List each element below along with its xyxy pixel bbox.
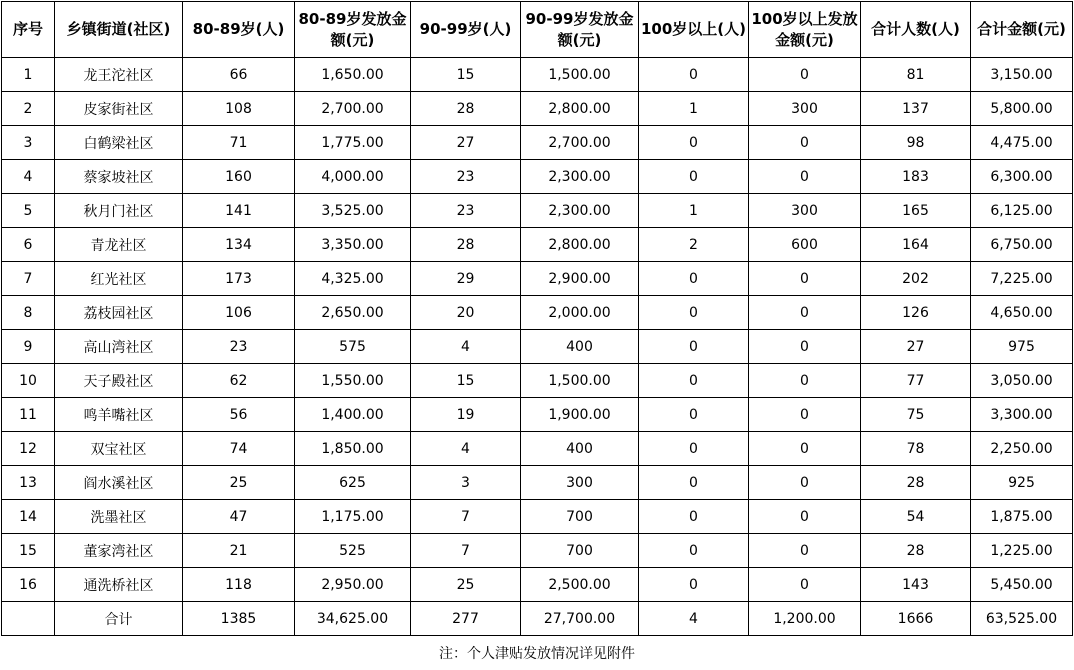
total-age80-count: 1385	[183, 602, 295, 636]
cell-age80-amount: 1,550.00	[295, 364, 411, 398]
header-community: 乡镇街道(社区)	[55, 2, 183, 58]
cell-total-amount: 3,150.00	[971, 58, 1073, 92]
cell-age90-amount: 400	[521, 330, 639, 364]
cell-age80-count: 71	[183, 126, 295, 160]
cell-age80-count: 108	[183, 92, 295, 126]
cell-age80-amount: 1,400.00	[295, 398, 411, 432]
cell-age100-count: 0	[639, 500, 749, 534]
cell-index: 14	[2, 500, 55, 534]
cell-age90-amount: 2,300.00	[521, 160, 639, 194]
cell-total-amount: 5,450.00	[971, 568, 1073, 602]
cell-age80-amount: 2,950.00	[295, 568, 411, 602]
cell-age80-count: 25	[183, 466, 295, 500]
cell-age100-amount: 0	[749, 398, 861, 432]
cell-total-amount: 6,750.00	[971, 228, 1073, 262]
cell-age100-amount: 0	[749, 364, 861, 398]
cell-community: 龙王沱社区	[55, 58, 183, 92]
cell-age90-count: 28	[411, 92, 521, 126]
cell-age90-count: 7	[411, 500, 521, 534]
cell-age80-amount: 2,700.00	[295, 92, 411, 126]
cell-age80-count: 47	[183, 500, 295, 534]
table-row	[2, 364, 1073, 398]
cell-total-count: 81	[861, 58, 971, 92]
table-row	[2, 534, 1073, 568]
total-amount: 63,525.00	[971, 602, 1073, 636]
cell-total-amount: 3,050.00	[971, 364, 1073, 398]
cell-age90-amount: 700	[521, 500, 639, 534]
cell-index: 4	[2, 160, 55, 194]
cell-community: 蔡家坡社区	[55, 160, 183, 194]
cell-total-amount: 3,300.00	[971, 398, 1073, 432]
cell-age80-count: 134	[183, 228, 295, 262]
cell-age100-amount: 0	[749, 126, 861, 160]
cell-community: 鸣羊嘴社区	[55, 398, 183, 432]
cell-age100-count: 0	[639, 398, 749, 432]
table-row	[2, 92, 1073, 126]
cell-age90-amount: 1,900.00	[521, 398, 639, 432]
cell-age80-count: 118	[183, 568, 295, 602]
cell-age90-count: 29	[411, 262, 521, 296]
table-row	[2, 432, 1073, 466]
table-row	[2, 466, 1073, 500]
cell-total-count: 54	[861, 500, 971, 534]
cell-index: 15	[2, 534, 55, 568]
cell-index: 5	[2, 194, 55, 228]
cell-age90-count: 19	[411, 398, 521, 432]
cell-age90-amount: 2,700.00	[521, 126, 639, 160]
cell-total-amount: 5,800.00	[971, 92, 1073, 126]
cell-total-amount: 975	[971, 330, 1073, 364]
cell-age90-count: 7	[411, 534, 521, 568]
cell-total-count: 183	[861, 160, 971, 194]
cell-total-amount: 6,300.00	[971, 160, 1073, 194]
cell-index: 3	[2, 126, 55, 160]
cell-age90-amount: 2,500.00	[521, 568, 639, 602]
cell-total-count: 28	[861, 534, 971, 568]
cell-age80-amount: 2,650.00	[295, 296, 411, 330]
cell-age100-count: 0	[639, 534, 749, 568]
total-count: 1666	[861, 602, 971, 636]
cell-index: 12	[2, 432, 55, 466]
cell-age100-count: 1	[639, 92, 749, 126]
cell-age80-count: 106	[183, 296, 295, 330]
cell-age100-amount: 0	[749, 534, 861, 568]
cell-community: 通洗桥社区	[55, 568, 183, 602]
cell-age80-count: 173	[183, 262, 295, 296]
total-row	[2, 602, 1073, 636]
cell-age100-count: 2	[639, 228, 749, 262]
cell-total-amount: 2,250.00	[971, 432, 1073, 466]
cell-index: 16	[2, 568, 55, 602]
cell-age80-count: 23	[183, 330, 295, 364]
cell-total-amount: 1,225.00	[971, 534, 1073, 568]
cell-age90-count: 28	[411, 228, 521, 262]
cell-age90-count: 20	[411, 296, 521, 330]
cell-age80-count: 74	[183, 432, 295, 466]
table-row	[2, 568, 1073, 602]
total-age90-amount: 27,700.00	[521, 602, 639, 636]
cell-age80-amount: 1,650.00	[295, 58, 411, 92]
cell-age80-count: 160	[183, 160, 295, 194]
total-label: 合计	[55, 602, 183, 636]
cell-index: 6	[2, 228, 55, 262]
cell-age90-amount: 2,900.00	[521, 262, 639, 296]
cell-total-count: 28	[861, 466, 971, 500]
cell-age100-amount: 300	[749, 194, 861, 228]
cell-index: 9	[2, 330, 55, 364]
cell-age100-count: 1	[639, 194, 749, 228]
cell-total-amount: 925	[971, 466, 1073, 500]
cell-index: 11	[2, 398, 55, 432]
cell-total-count: 165	[861, 194, 971, 228]
header-row	[2, 2, 1073, 58]
table-row	[2, 398, 1073, 432]
cell-age80-amount: 1,775.00	[295, 126, 411, 160]
cell-age90-count: 4	[411, 330, 521, 364]
cell-age100-amount: 0	[749, 58, 861, 92]
cell-total-count: 164	[861, 228, 971, 262]
subsidy-table	[1, 1, 1073, 636]
cell-age100-count: 0	[639, 58, 749, 92]
cell-age80-amount: 3,525.00	[295, 194, 411, 228]
cell-age80-amount: 4,325.00	[295, 262, 411, 296]
cell-age100-amount: 600	[749, 228, 861, 262]
footnote: 注：个人津贴发放情况详见附件	[439, 646, 635, 662]
cell-community: 高山湾社区	[55, 330, 183, 364]
cell-age90-count: 25	[411, 568, 521, 602]
total-age100-count: 4	[639, 602, 749, 636]
cell-community: 双宝社区	[55, 432, 183, 466]
cell-total-amount: 4,475.00	[971, 126, 1073, 160]
cell-age90-amount: 2,300.00	[521, 194, 639, 228]
cell-age90-count: 15	[411, 58, 521, 92]
cell-age80-count: 66	[183, 58, 295, 92]
cell-age100-amount: 0	[749, 466, 861, 500]
cell-age90-count: 23	[411, 160, 521, 194]
total-age100-amount: 1,200.00	[749, 602, 861, 636]
cell-age90-count: 15	[411, 364, 521, 398]
cell-index: 10	[2, 364, 55, 398]
cell-age90-amount: 1,500.00	[521, 364, 639, 398]
total-age90-count: 277	[411, 602, 521, 636]
cell-age90-amount: 2,000.00	[521, 296, 639, 330]
cell-total-amount: 7,225.00	[971, 262, 1073, 296]
cell-age90-amount: 2,800.00	[521, 92, 639, 126]
cell-age100-amount: 0	[749, 160, 861, 194]
cell-age90-count: 3	[411, 466, 521, 500]
cell-age90-amount: 1,500.00	[521, 58, 639, 92]
cell-age100-count: 0	[639, 262, 749, 296]
cell-community: 秋月门社区	[55, 194, 183, 228]
header-age90-count: 90-99岁(人)	[411, 2, 521, 58]
cell-total-count: 75	[861, 398, 971, 432]
cell-community: 红光社区	[55, 262, 183, 296]
cell-index: 1	[2, 58, 55, 92]
table-row	[2, 160, 1073, 194]
cell-age80-amount: 525	[295, 534, 411, 568]
cell-community: 青龙社区	[55, 228, 183, 262]
cell-index: 13	[2, 466, 55, 500]
cell-community: 洗墨社区	[55, 500, 183, 534]
cell-index: 7	[2, 262, 55, 296]
cell-index: 2	[2, 92, 55, 126]
header-index: 序号	[2, 2, 55, 58]
cell-age80-count: 21	[183, 534, 295, 568]
cell-age100-amount: 0	[749, 262, 861, 296]
cell-age100-amount: 0	[749, 568, 861, 602]
cell-age80-count: 62	[183, 364, 295, 398]
cell-total-count: 27	[861, 330, 971, 364]
cell-age100-count: 0	[639, 432, 749, 466]
header-total-count: 合计人数(人)	[861, 2, 971, 58]
cell-age100-amount: 0	[749, 432, 861, 466]
cell-age100-amount: 0	[749, 330, 861, 364]
table-row	[2, 126, 1073, 160]
total-age80-amount: 34,625.00	[295, 602, 411, 636]
cell-age100-count: 0	[639, 466, 749, 500]
cell-age90-amount: 700	[521, 534, 639, 568]
table-row	[2, 262, 1073, 296]
table-row	[2, 500, 1073, 534]
cell-age80-amount: 1,175.00	[295, 500, 411, 534]
cell-community: 阎水溪社区	[55, 466, 183, 500]
cell-age100-amount: 0	[749, 296, 861, 330]
cell-age100-amount: 300	[749, 92, 861, 126]
cell-age90-count: 23	[411, 194, 521, 228]
cell-community: 董家湾社区	[55, 534, 183, 568]
cell-age80-count: 141	[183, 194, 295, 228]
cell-age80-amount: 4,000.00	[295, 160, 411, 194]
table-row	[2, 194, 1073, 228]
table-row	[2, 296, 1073, 330]
cell-total-count: 143	[861, 568, 971, 602]
header-total-amount: 合计金额(元)	[971, 2, 1073, 58]
cell-community: 荔枝园社区	[55, 296, 183, 330]
cell-total-amount: 4,650.00	[971, 296, 1073, 330]
header-age100-count: 100岁以上(人)	[639, 2, 749, 58]
cell-age90-amount: 2,800.00	[521, 228, 639, 262]
cell-age80-amount: 625	[295, 466, 411, 500]
cell-total-count: 77	[861, 364, 971, 398]
cell-age100-count: 0	[639, 330, 749, 364]
header-age80-count: 80-89岁(人)	[183, 2, 295, 58]
cell-age90-count: 27	[411, 126, 521, 160]
cell-age80-amount: 3,350.00	[295, 228, 411, 262]
table-row	[2, 58, 1073, 92]
cell-age80-amount: 575	[295, 330, 411, 364]
total-index	[2, 602, 55, 636]
cell-total-count: 98	[861, 126, 971, 160]
table-row	[2, 330, 1073, 364]
cell-total-count: 78	[861, 432, 971, 466]
cell-total-count: 126	[861, 296, 971, 330]
cell-total-amount: 1,875.00	[971, 500, 1073, 534]
cell-age100-count: 0	[639, 126, 749, 160]
cell-community: 白鹤梁社区	[55, 126, 183, 160]
cell-age100-count: 0	[639, 296, 749, 330]
cell-age90-count: 4	[411, 432, 521, 466]
cell-age100-count: 0	[639, 568, 749, 602]
cell-age100-count: 0	[639, 160, 749, 194]
header-age80-amount: 80-89岁发放金额(元)	[295, 2, 411, 58]
cell-community: 天子殿社区	[55, 364, 183, 398]
cell-index: 8	[2, 296, 55, 330]
table-body	[2, 58, 1073, 636]
cell-age100-amount: 0	[749, 500, 861, 534]
table-row	[2, 228, 1073, 262]
cell-age90-amount: 400	[521, 432, 639, 466]
header-age100-amount: 100岁以上发放金额(元)	[749, 2, 861, 58]
cell-community: 皮家街社区	[55, 92, 183, 126]
cell-total-count: 137	[861, 92, 971, 126]
cell-total-count: 202	[861, 262, 971, 296]
cell-age90-amount: 300	[521, 466, 639, 500]
header-age90-amount: 90-99岁发放金额(元)	[521, 2, 639, 58]
cell-age100-count: 0	[639, 364, 749, 398]
cell-age80-amount: 1,850.00	[295, 432, 411, 466]
cell-age80-count: 56	[183, 398, 295, 432]
cell-total-amount: 6,125.00	[971, 194, 1073, 228]
